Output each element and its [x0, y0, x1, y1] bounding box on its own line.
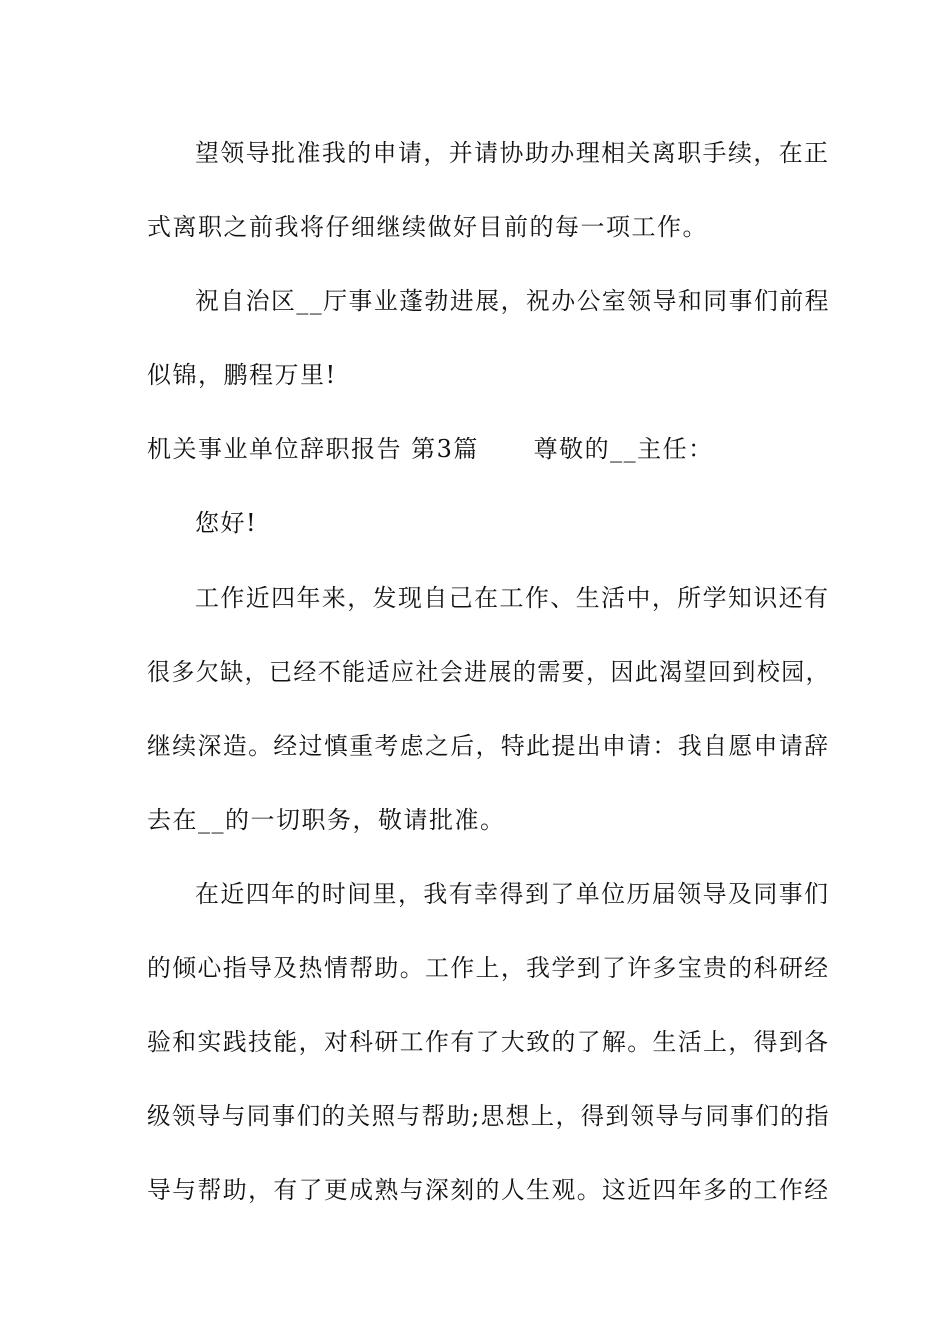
paragraph-line: 很多欠缺，已经不能适应社会进展的需要，因此渴望回到校园，: [147, 658, 830, 686]
greeting-line: 您好!: [195, 509, 258, 537]
paragraph-line: 验和实践技能，对科研工作有了大致的了解。生活上，得到各: [147, 1028, 830, 1056]
paragraph-line: 望领导批准我的申请，并请协助办理相关离职手续，在正: [195, 139, 830, 167]
paragraph-line: 式离职之前我将仔细继续做好目前的每一项工作。: [147, 213, 708, 241]
paragraph-line: 祝自治区__厅事业蓬勃进展，祝办公室领导和同事们前程: [195, 287, 830, 315]
section-heading-line: 机关事业单位辞职报告 第3篇 尊敬的__主任：: [147, 435, 714, 463]
paragraph-line: 导与帮助，有了更成熟与深刻的人生观。这近四年多的工作经: [147, 1176, 830, 1204]
paragraph-line: 级领导与同事们的关照与帮助;思想上，得到领导与同事们的指: [147, 1102, 831, 1130]
paragraph-line: 工作近四年来，发现自己在工作、生活中，所学知识还有: [195, 584, 830, 612]
paragraph-line: 似锦，鹏程万里!: [147, 361, 337, 389]
paragraph-line: 继续深造。经过慎重考虑之后，特此提出申请：我自愿申请辞: [147, 732, 830, 760]
paragraph-line: 的倾心指导及热情帮助。工作上，我学到了许多宝贵的科研经: [147, 954, 830, 982]
paragraph-line: 去在__的一切职务，敬请批准。: [147, 806, 506, 834]
paragraph-line: 在近四年的时间里，我有幸得到了单位历届领导及同事们: [195, 880, 830, 908]
